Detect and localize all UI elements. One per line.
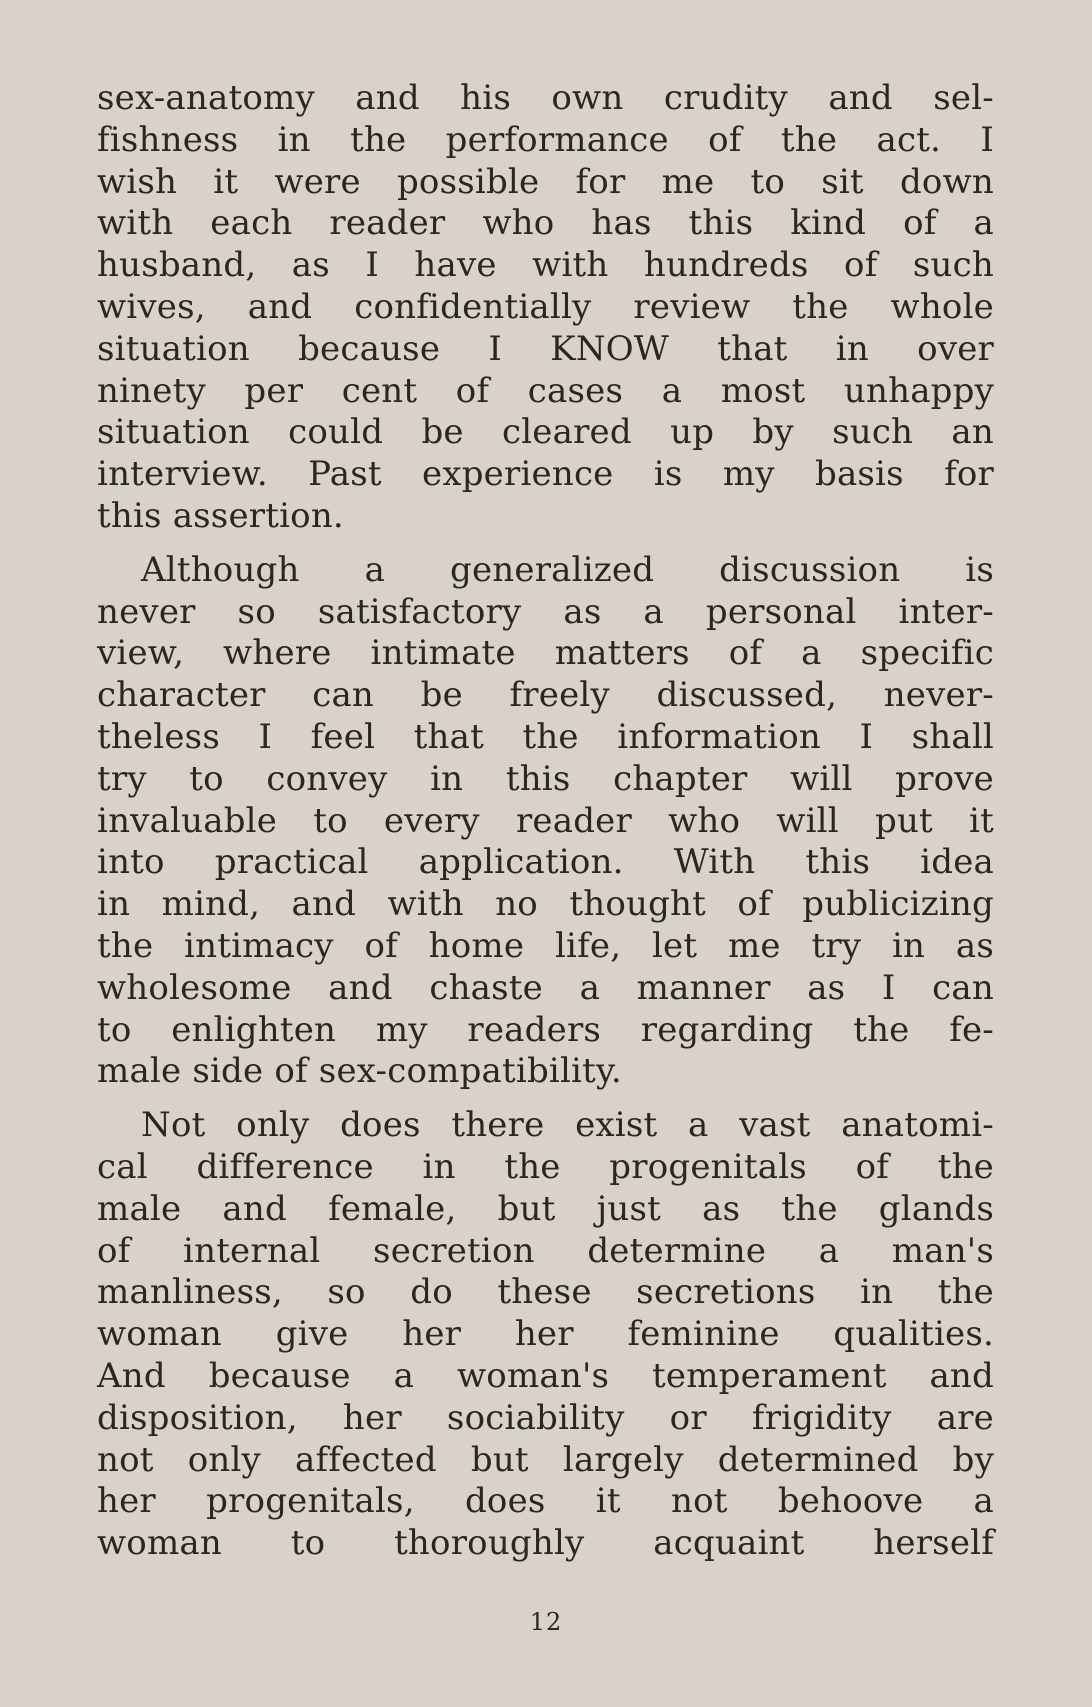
text-line: Although a generalized discussion is: [141, 549, 994, 590]
text-line: in mind, and with no thought of publicizing: [97, 884, 994, 925]
text-line: male side of sex-compatibility.: [97, 1051, 622, 1092]
text-line: to enlighten my readers regarding the fe-: [97, 1009, 994, 1050]
text-line: wives, and confidentially review the whole: [97, 286, 994, 327]
text-line: this assertion.: [97, 495, 344, 536]
text-line: male and female, but just as the glands: [97, 1188, 994, 1229]
text-line: husband, as I have with hundreds of such: [97, 245, 994, 286]
text-line: not only affected but largely determined by: [97, 1439, 994, 1480]
page-number: 12: [529, 1608, 563, 1636]
body-text: [97, 78, 994, 1577]
text-line: woman give her her feminine qualities.: [97, 1314, 994, 1355]
text-line: ninety per cent of cases a most unhappy: [97, 370, 994, 411]
text-line: with each reader who has this kind of a: [97, 203, 994, 244]
text-line: interview. Past experience is my basis for: [97, 454, 994, 495]
text-line: disposition, her sociability or frigidity are: [97, 1397, 994, 1438]
text-line: of internal secretion determine a man's: [97, 1230, 994, 1271]
text-line: cal difference in the progenitals of the: [97, 1146, 994, 1187]
text-line: invaluable to every reader who will put it: [97, 800, 994, 841]
text-line: situation could be cleared up by such an: [97, 412, 994, 453]
text-line: sex-anatomy and his own crudity and sel-: [97, 78, 994, 118]
text-line: manliness, so do these secretions in the: [97, 1272, 994, 1313]
text-line: try to convey in this chapter will prove: [97, 758, 994, 799]
text-line: fishness in the performance of the act. I: [97, 119, 994, 160]
text-line: And because a woman's temperament and: [97, 1355, 994, 1396]
text-line: never so satisfactory as a personal inter-: [97, 591, 994, 632]
paragraph: [97, 78, 994, 538]
text-line: Not only does there exist a vast anatomi-: [141, 1105, 994, 1146]
text-line: theless I feel that the information I shall: [97, 716, 994, 757]
text-line: wholesome and chaste a manner as I can: [97, 967, 994, 1008]
text-line: the intimacy of home life, let me try in as: [97, 925, 994, 966]
text-line: into practical application. With this idea: [97, 842, 994, 883]
text-line: situation because I KNOW that in over: [97, 328, 994, 369]
text-line: character can be freely discussed, never-: [97, 675, 994, 716]
text-line: woman to thoroughly acquaint herself: [97, 1523, 994, 1564]
paragraph: [97, 550, 994, 1093]
paragraph: [97, 1105, 994, 1565]
text-line: view, where intimate matters of a specific: [97, 633, 994, 674]
text-line: wish it were possible for me to sit down: [97, 161, 994, 202]
text-line: her progenitals, does it not behoove a: [97, 1481, 994, 1522]
